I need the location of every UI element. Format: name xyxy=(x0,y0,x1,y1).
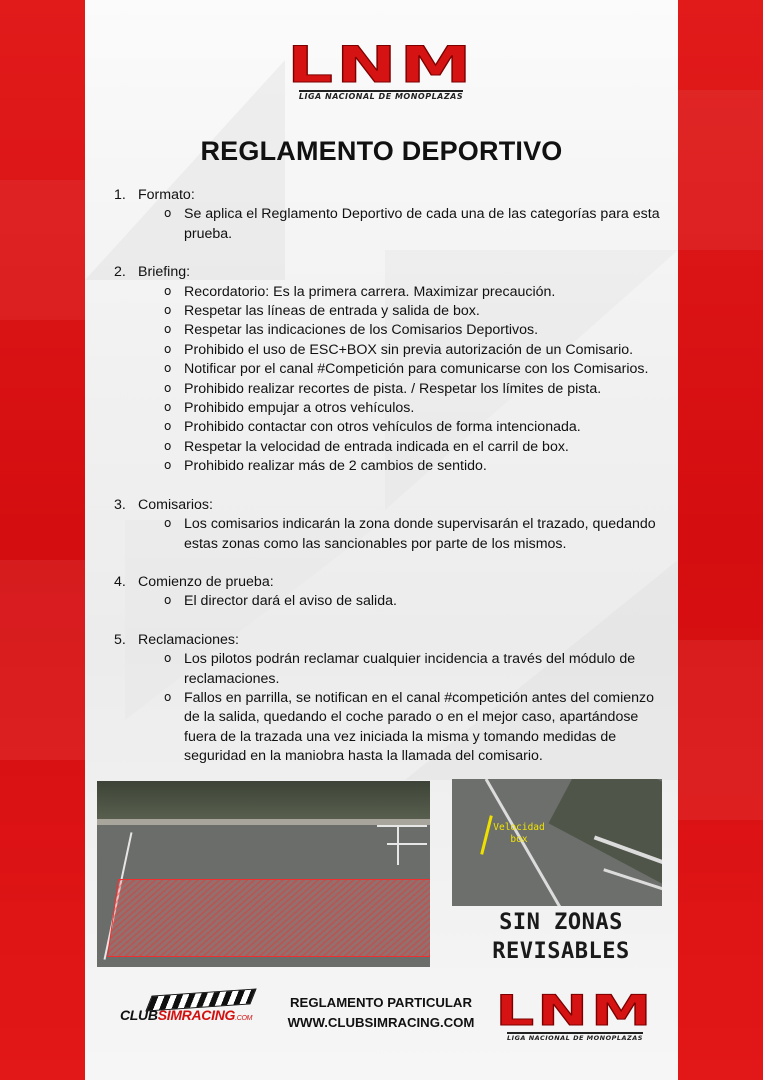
section-number: 4. xyxy=(114,573,126,590)
lnm-logo-bottom xyxy=(495,986,655,1042)
club-word: CLUB xyxy=(120,1007,158,1023)
list-item: o Fallos en parrilla, se notifican en el canal #competición antes del comienzo de la salida, quedando el coche parado o en el mejor caso, apartándose fuera de la trazada una vez iniciada la misma y tomando medidas de seguridad en la maniobra hasta la llamada del comisario. xyxy=(161,689,666,767)
logo-subtitle: LIGA NACIONAL DE MONOPLAZAS xyxy=(298,92,464,101)
simracing-word: SIMRACING xyxy=(157,1007,236,1023)
track-line xyxy=(387,843,427,845)
rules-list xyxy=(114,186,666,786)
list-item: o Prohibido el uso de ESC+BOX sin previa autorización de un Comisario. xyxy=(161,341,666,360)
list-item: o Se aplica el Reglamento Deportivo de cada una de las categorías para esta prueba. xyxy=(161,205,666,244)
list-item: o Respetar la velocidad de entrada indicada en el carril de box. xyxy=(161,438,666,457)
section-heading: Formato: xyxy=(138,187,195,203)
section-number: 3. xyxy=(114,496,126,513)
list-item: o Los pilotos podrán reclamar cualquier incidencia a través del módulo de reclamaciones. xyxy=(161,650,666,689)
list-item: o Prohibido contactar con otros vehículos de forma intencionada. xyxy=(161,418,666,437)
section-formato xyxy=(114,186,666,244)
footer-website: WWW.CLUBSIMRACING.COM xyxy=(287,1015,475,1030)
logo-subtitle: LIGA NACIONAL DE MONOPLAZAS xyxy=(507,1034,643,1042)
list-item: o Prohibido realizar más de 2 cambios de sentido. xyxy=(161,457,666,476)
track-line xyxy=(397,825,399,865)
section-reclamaciones xyxy=(114,631,666,767)
pit-speed-label-line2: box xyxy=(510,834,528,845)
section-comienzo xyxy=(114,573,666,612)
footer-line1: REGLAMENTO PARTICULAR xyxy=(290,995,472,1010)
list-item: o El director dará el aviso de salida. xyxy=(161,592,666,611)
pit-speed-label-line1: Velocidad xyxy=(493,822,545,833)
track-line xyxy=(377,825,427,827)
section-number: 2. xyxy=(114,264,126,281)
club-wordmark xyxy=(120,1007,252,1023)
logo-mark: LNM xyxy=(495,986,655,1035)
section-number: 5. xyxy=(114,631,126,648)
section-briefing xyxy=(114,263,666,476)
start-zone-highlight xyxy=(107,879,430,957)
list-item: o Respetar las indicaciones de los Comisarios Deportivos. xyxy=(161,321,666,340)
section-heading: Comisarios: xyxy=(138,496,213,513)
section-number: 1. xyxy=(114,187,126,203)
lnm-logo-top xyxy=(287,36,475,101)
footer-text xyxy=(270,993,492,1033)
page-title: REGLAMENTO DEPORTIVO xyxy=(200,136,563,166)
list-item: o Prohibido realizar recortes de pista. / Respetar los límites de pista. xyxy=(161,380,666,399)
pit-speed-label xyxy=(488,822,550,846)
section-heading: Briefing: xyxy=(138,264,191,281)
no-zones-caption xyxy=(452,908,670,966)
section-comisarios xyxy=(114,496,666,554)
list-item: o Respetar las líneas de entrada y salida de box. xyxy=(161,302,666,321)
logo-mark: LNM xyxy=(287,36,475,94)
list-item: o Prohibido empujar a otros vehículos. xyxy=(161,399,666,418)
dotcom-word: .COM xyxy=(235,1015,253,1022)
no-zones-line2: REVISABLES xyxy=(492,939,630,964)
grass-area xyxy=(97,781,430,821)
clubsimracing-logo xyxy=(120,992,258,1026)
list-item: o Notificar por el canal #Competición para comunicarse con los Comisarios. xyxy=(161,360,666,379)
pit-entry-image xyxy=(452,779,662,906)
section-heading: Reclamaciones: xyxy=(138,631,239,648)
no-zones-line1: SIN ZONAS xyxy=(499,910,623,935)
start-zone-image xyxy=(97,781,430,967)
list-item: o Los comisarios indicarán la zona donde supervisarán el trazado, quedando estas zonas como las sancionables por parte de los mismos. xyxy=(161,515,666,554)
section-heading: Comienzo de prueba: xyxy=(138,573,274,590)
list-item: o Recordatorio: Es la primera carrera. Maximizar precaución. xyxy=(161,283,666,302)
